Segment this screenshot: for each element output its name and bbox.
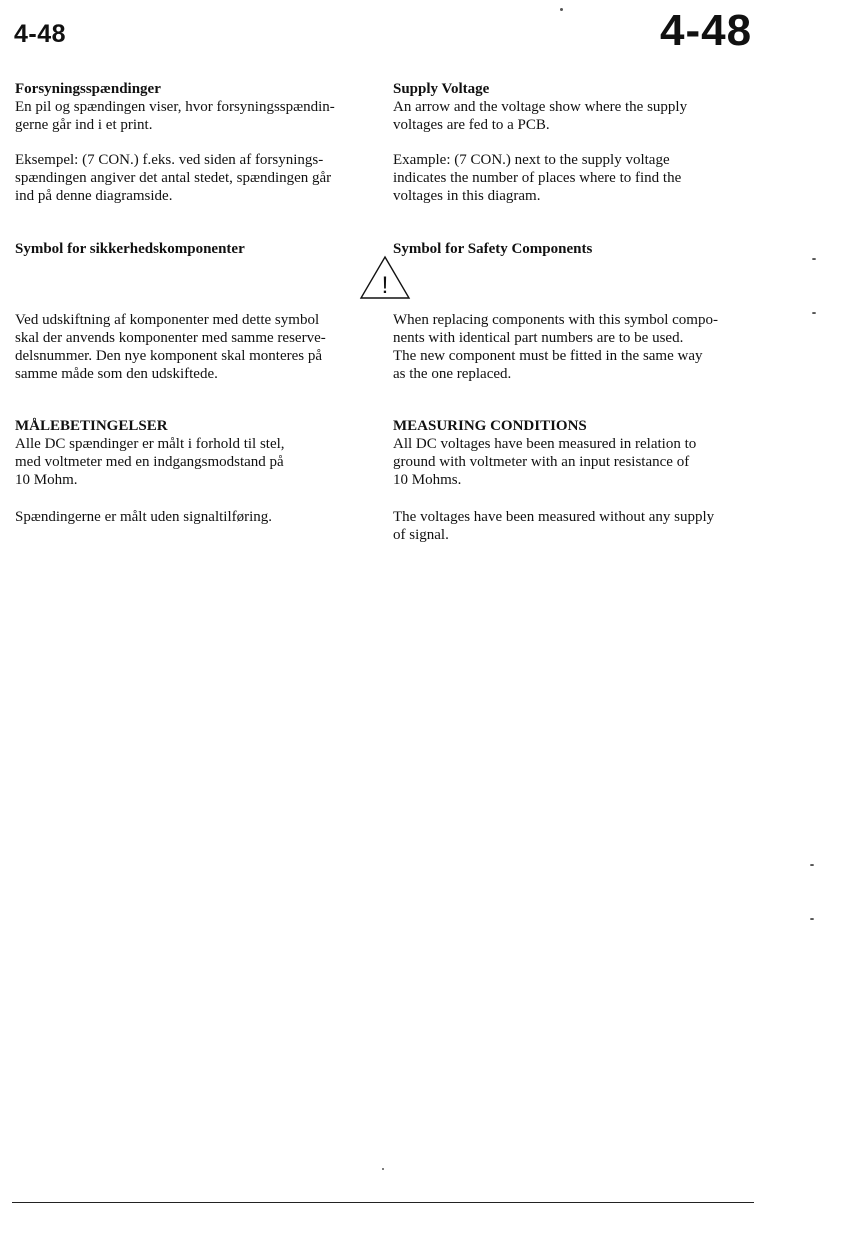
danish-measuring-heading: MÅLEBETINGELSER — [15, 418, 168, 434]
scan-speck — [382, 1168, 384, 1170]
scan-speck — [810, 864, 814, 866]
danish-supply-section — [15, 80, 377, 134]
english-measuring-body: All DC voltages have been measured in relation to ground with voltmeter with an input resistance of 10 Mohms. — [393, 436, 697, 488]
english-safety-heading: Symbol for Safety Components — [393, 241, 593, 257]
danish-supply-example: Eksempel: (7 CON.) f.eks. ved siden af forsynings- spændingen angiver det antal stedet, spændingen går ind på denne diagramside. — [15, 152, 332, 204]
footer-rule — [12, 1202, 754, 1203]
scan-speck — [812, 312, 816, 314]
page-number-right: 4-48 — [660, 6, 753, 55]
english-measuring-section — [393, 417, 763, 489]
danish-measuring-section — [15, 417, 377, 489]
scan-speck — [560, 8, 563, 11]
danish-supply-heading: Forsyningsspændinger — [15, 81, 161, 97]
danish-safety-body: Ved udskiftning af komponenter med dette symbol skal der anvends komponenter med samme reserve- delsnummer. Den nye komponent skal monteres på samme måde som den udskiftede. — [15, 312, 326, 382]
danish-safety-heading: Symbol for sikkerhedskomponenter — [15, 241, 245, 257]
english-measuring-note: The voltages have been measured without any supply of signal. — [393, 509, 715, 543]
scan-speck — [812, 258, 816, 260]
danish-measuring-note: Spændingerne er målt uden signaltilføring. — [15, 509, 273, 525]
page-number-left: 4-48 — [14, 20, 67, 48]
warning-exclamation: ! — [381, 272, 389, 299]
english-supply-body: An arrow and the voltage show where the supply voltages are fed to a PCB. — [393, 99, 688, 133]
english-supply-example: Example: (7 CON.) next to the supply voltage indicates the number of places where to find the voltages in this diagram. — [393, 152, 682, 204]
english-supply-heading: Supply Voltage — [393, 81, 490, 97]
warning-triangle-icon — [359, 255, 411, 301]
danish-supply-body: En pil og spændingen viser, hvor forsyningsspændin- gerne går ind i et print. — [15, 99, 335, 133]
english-supply-section — [393, 80, 763, 134]
english-measuring-heading: MEASURING CONDITIONS — [393, 418, 587, 434]
english-safety-body: When replacing components with this symbol compo- nents with identical part numbers are to be used. The new component must be fitted in the same way as the one replaced. — [393, 312, 718, 382]
danish-measuring-body: Alle DC spændinger er målt i forhold til stel, med voltmeter med en indgangsmodstand på 10 Mohm. — [15, 436, 285, 488]
scan-speck — [810, 918, 814, 920]
